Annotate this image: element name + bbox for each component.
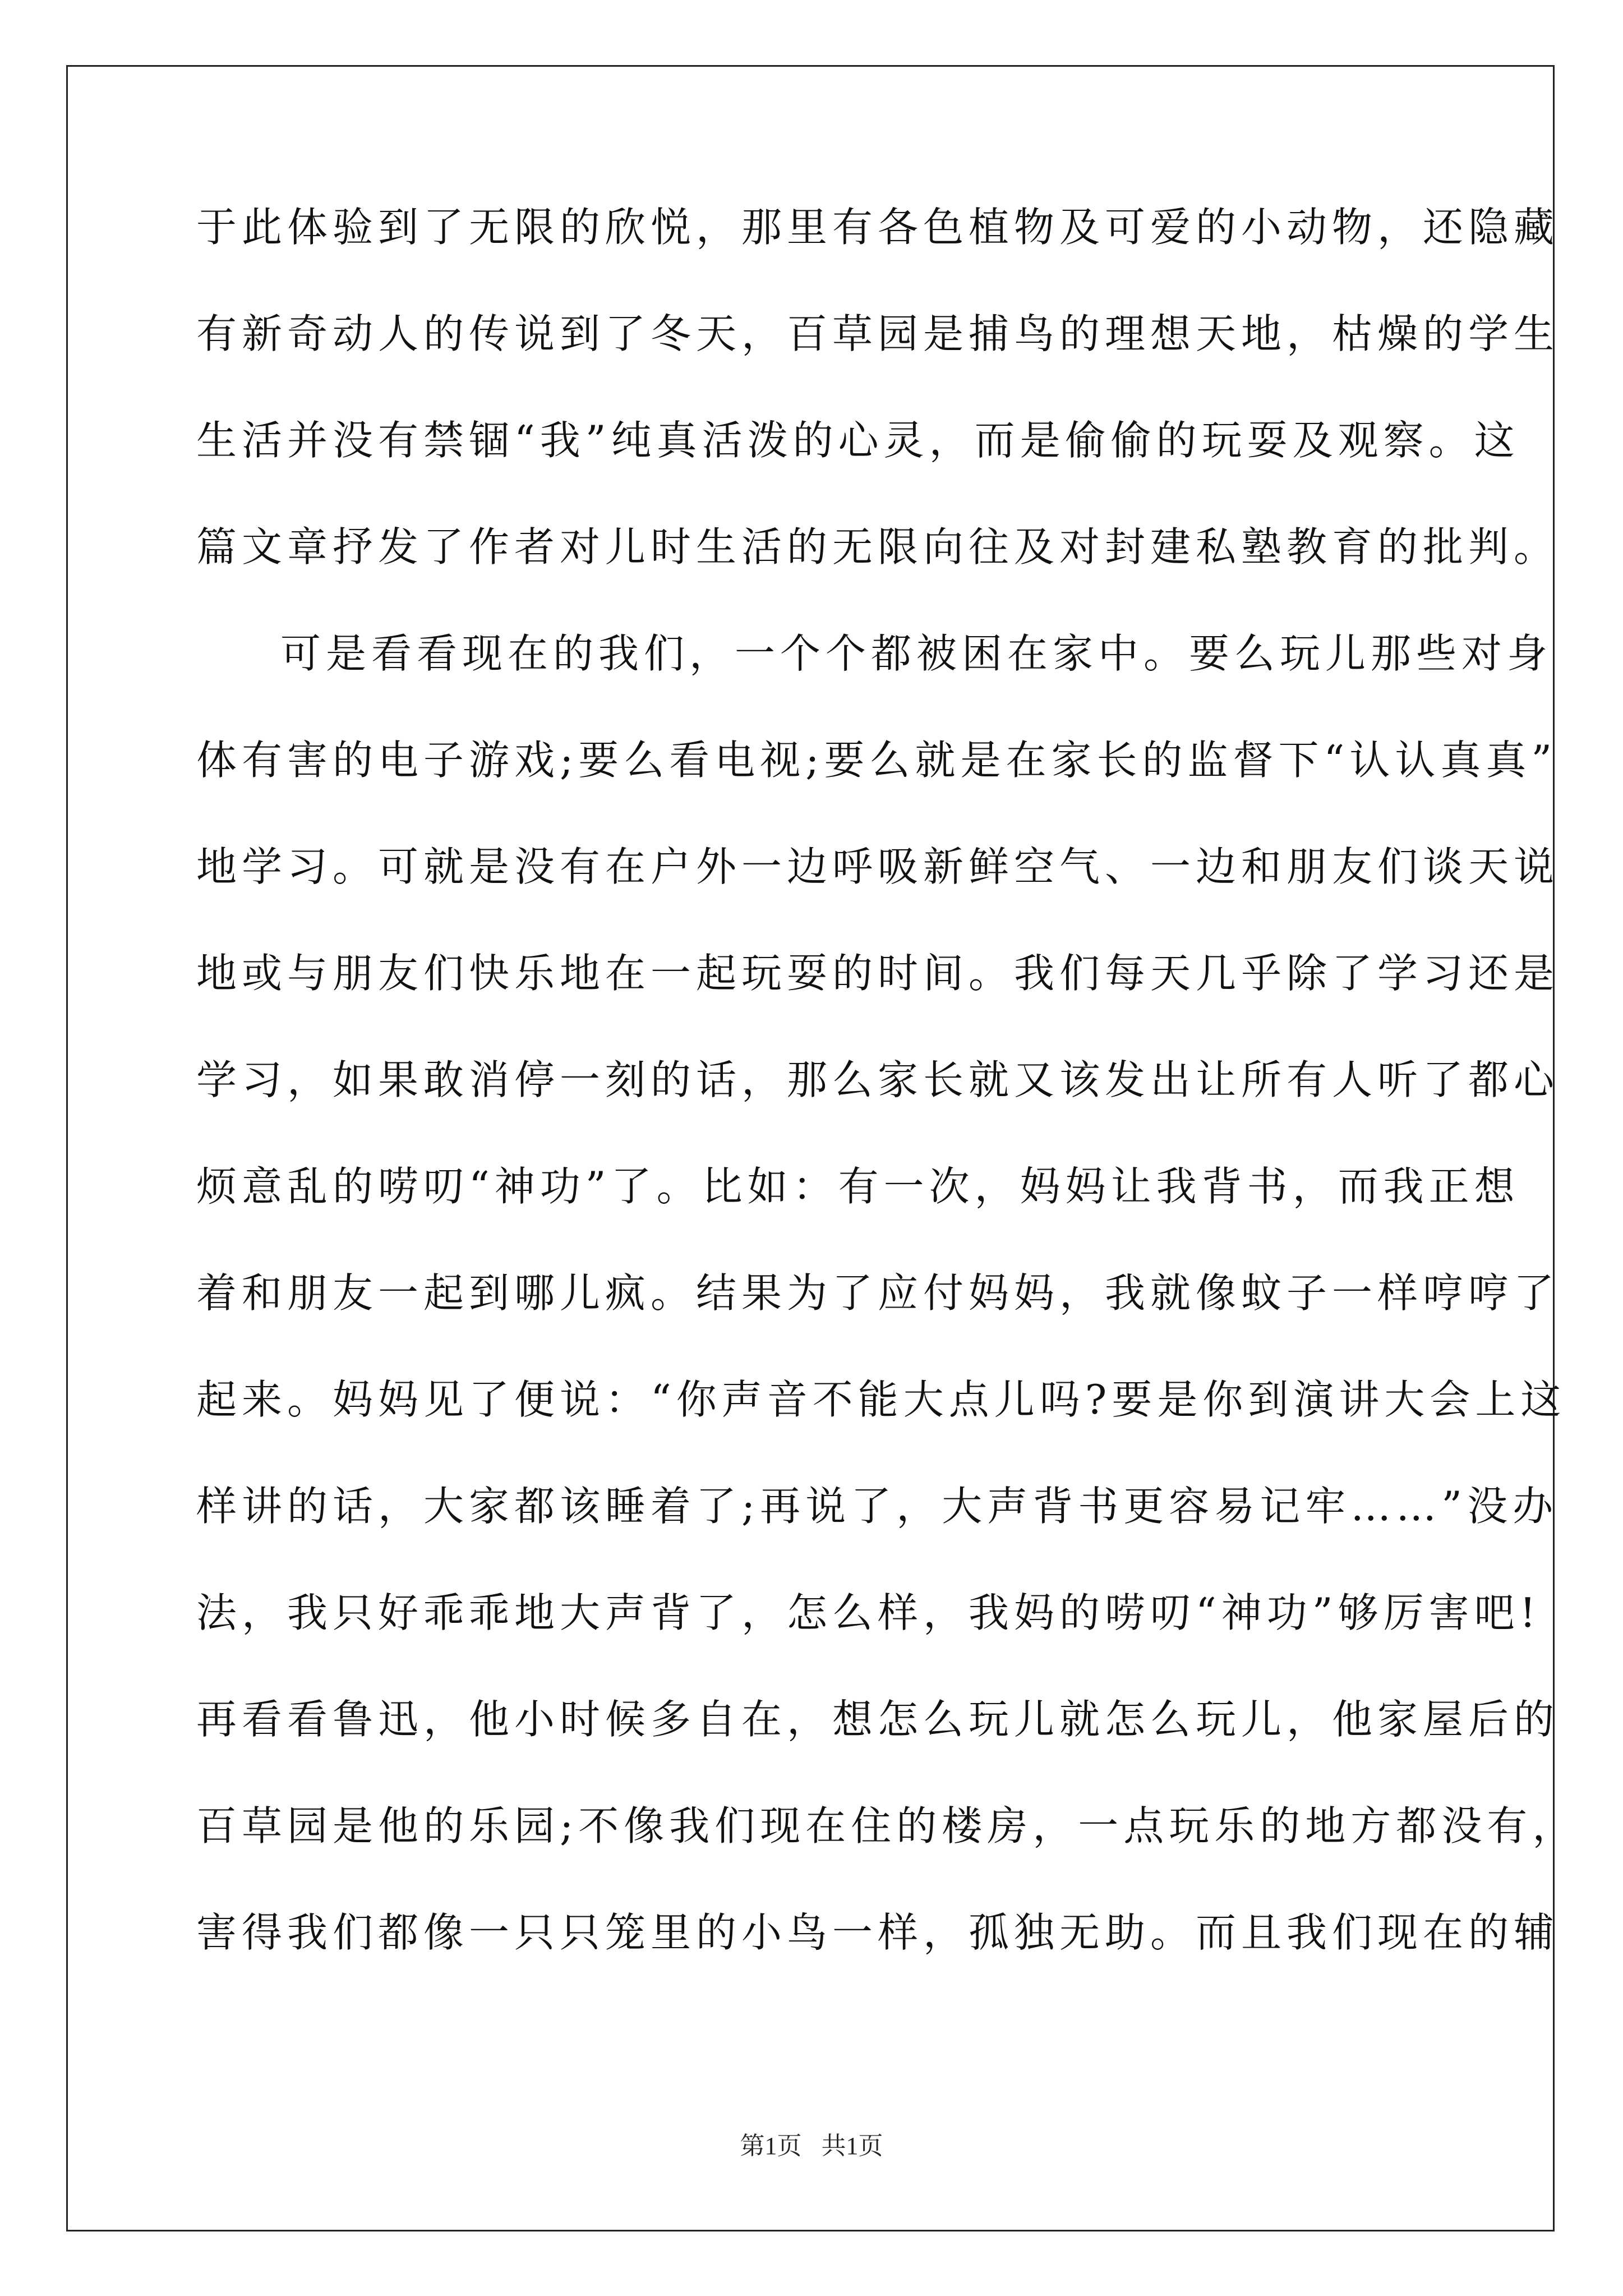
text-line: 生活并没有禁锢“我”纯真活泼的心灵，而是偷偷的玩耍及观察。这 bbox=[196, 417, 1520, 464]
text-line: 害得我们都像一只只笼里的小鸟一样，孤独无助。而且我们现在的辅 bbox=[196, 1909, 1560, 1956]
paragraph-first-line: 可是看看现在的我们，一个个都被困在家中。要么玩儿那些对身 bbox=[280, 630, 1553, 677]
text-line: 体有害的电子游戏;要么看电视;要么就是在家长的监督下“认认真真” bbox=[196, 737, 1557, 784]
text-line: 篇文章抒发了作者对儿时生活的无限向往及对封建私塾教育的批判。 bbox=[196, 523, 1560, 570]
text-line: 烦意乱的唠叨“神功”了。比如：有一次，妈妈让我背书，而我正想 bbox=[196, 1163, 1520, 1210]
page-number: 第1页 bbox=[740, 2132, 802, 2160]
text-line: 起来。妈妈见了便说：“你声音不能大点儿吗?要是你到演讲大会上这 bbox=[196, 1376, 1566, 1423]
page-footer bbox=[0, 2131, 1623, 2162]
text-line: 有新奇动人的传说到了冬天，百草园是捕鸟的理想天地，枯燥的学生 bbox=[196, 310, 1560, 357]
text-line: 样讲的话，大家都该睡着了;再说了，大声背书更容易记牢……”没办 bbox=[196, 1483, 1559, 1530]
text-line: 再看看鲁迅，他小时候多自在，想怎么玩儿就怎么玩儿，他家屋后的 bbox=[196, 1696, 1560, 1743]
page-border bbox=[66, 65, 1555, 2231]
page-total: 共1页 bbox=[821, 2132, 883, 2160]
text-line: 百草园是他的乐园;不像我们现在住的楼房，一点玩乐的地方都没有， bbox=[196, 1802, 1578, 1849]
text-line: 地学习。可就是没有在户外一边呼吸新鲜空气、一边和朋友们谈天说 bbox=[196, 843, 1560, 890]
text-line: 着和朋友一起到哪儿疯。结果为了应付妈妈，我就像蚊子一样哼哼了 bbox=[196, 1269, 1560, 1317]
text-line: 法，我只好乖乖地大声背了，怎么样，我妈的唠叨“神功”够厉害吧! bbox=[196, 1589, 1541, 1636]
text-line: 于此体验到了无限的欣悦，那里有各色植物及可爱的小动物，还隐藏 bbox=[196, 204, 1560, 251]
text-line: 学习，如果敢消停一刻的话，那么家长就又该发出让所有人听了都心 bbox=[196, 1056, 1560, 1103]
text-line: 地或与朋友们快乐地在一起玩耍的时间。我们每天几乎除了学习还是 bbox=[196, 950, 1560, 997]
